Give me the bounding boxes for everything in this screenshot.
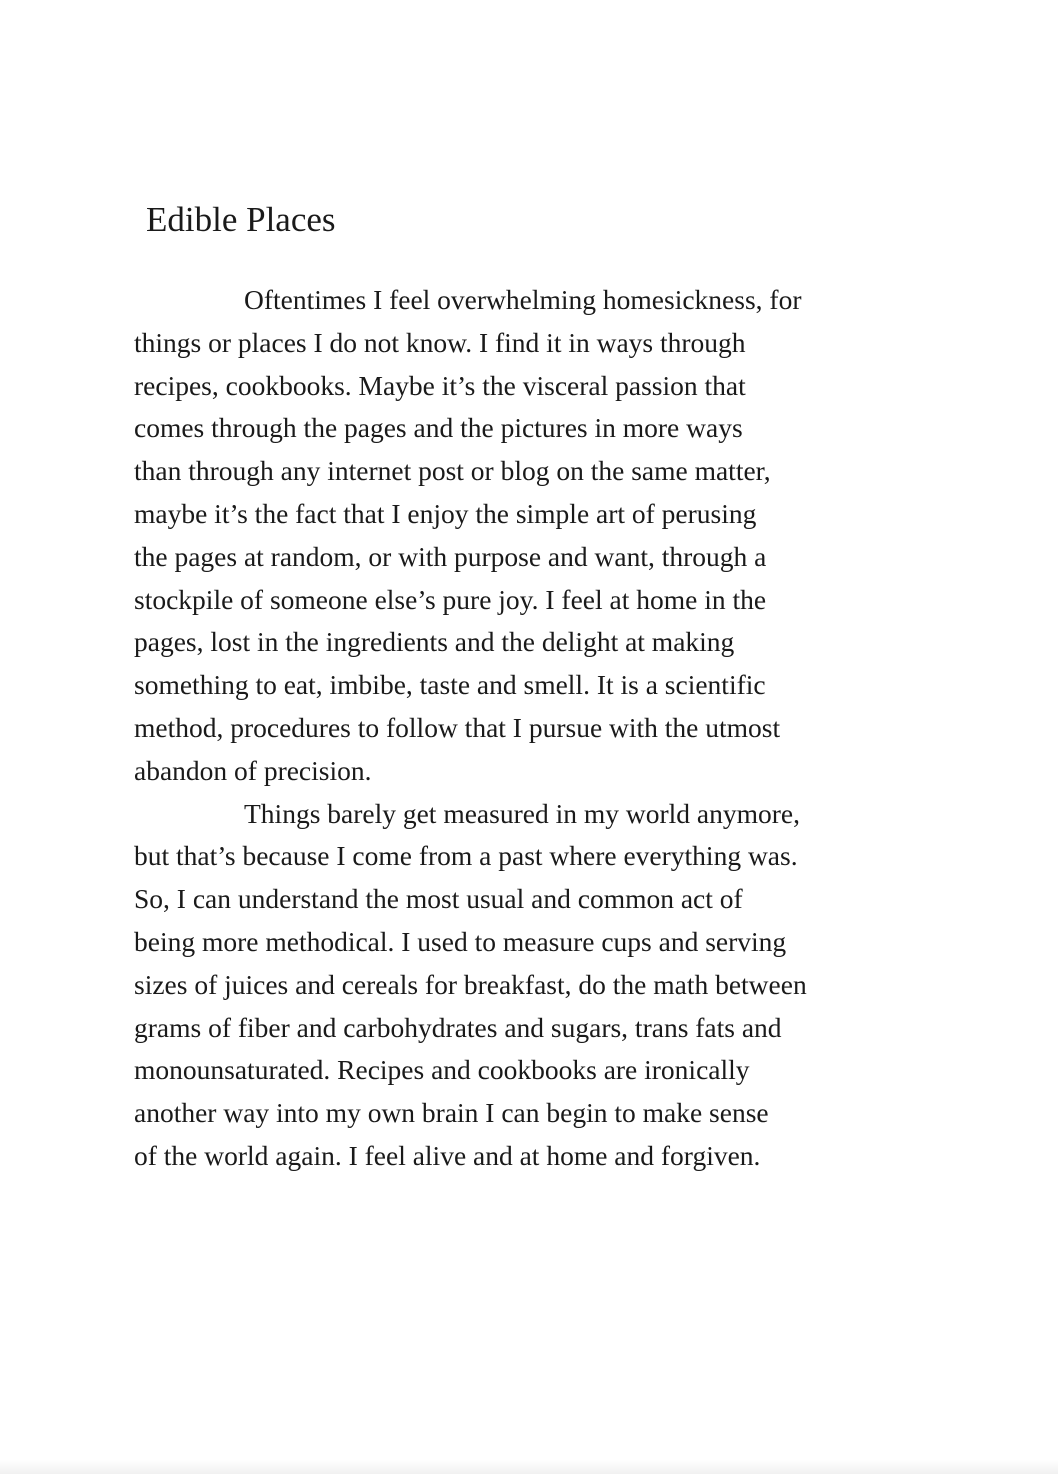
paragraph-1-line-6: maybe it’s the fact that I enjoy the simple art of perusing (134, 497, 757, 529)
paragraph-1-line-12: abandon of precision. (134, 754, 372, 786)
paragraph-2 (134, 793, 934, 1178)
paragraph-1-line-7: the pages at random, or with purpose and want, through a (134, 540, 767, 572)
paragraph-1-line-2: things or places I do not know. I find it in ways through (134, 326, 746, 358)
paragraph-2-line-9: of the world again. I feel alive and at home and forgiven. (134, 1139, 761, 1171)
paragraph-2-line-2: but that’s because I come from a past where everything was. (134, 840, 798, 872)
document-body (134, 279, 934, 1178)
paragraph-1-line-1: Oftentimes I feel overwhelming homesickness, for (244, 284, 802, 315)
paragraph-1-line-10: something to eat, imbibe, taste and smell. It is a scientific (134, 669, 766, 701)
paragraph-1-line-5: than through any internet post or blog on the same matter, (134, 455, 771, 487)
paragraph-2-line-6: grams of fiber and carbohydrates and sugars, trans fats and (134, 1011, 782, 1043)
paragraph-1-line-3: recipes, cookbooks. Maybe it’s the visceral passion that (134, 369, 746, 401)
paragraph-2-line-1: Things barely get measured in my world anymore, (244, 797, 800, 829)
document-title: Edible Places (146, 200, 336, 239)
paragraph-1-line-11: method, procedures to follow that I pursue with the utmost (134, 711, 781, 743)
paragraph-2-line-5: sizes of juices and cereals for breakfast, do the math between (134, 968, 807, 1000)
paragraph-2-line-4: being more methodical. I used to measure cups and serving (134, 925, 787, 957)
paragraph-2-line-8: another way into my own brain I can begin to make sense (134, 1097, 769, 1129)
paragraph-2-line-7: monounsaturated. Recipes and cookbooks are ironically (134, 1054, 750, 1086)
page-bottom-edge (0, 1460, 1058, 1474)
paragraph-1-line-8: stockpile of someone else’s pure joy. I feel at home in the (134, 583, 767, 615)
paragraph-1-line-9: pages, lost in the ingredients and the delight at making (134, 626, 735, 658)
paragraph-1-line-4: comes through the pages and the pictures in more ways (134, 412, 743, 444)
paragraph-2-line-3: So, I can understand the most usual and common act of (134, 883, 743, 915)
paragraph-1 (134, 279, 934, 793)
